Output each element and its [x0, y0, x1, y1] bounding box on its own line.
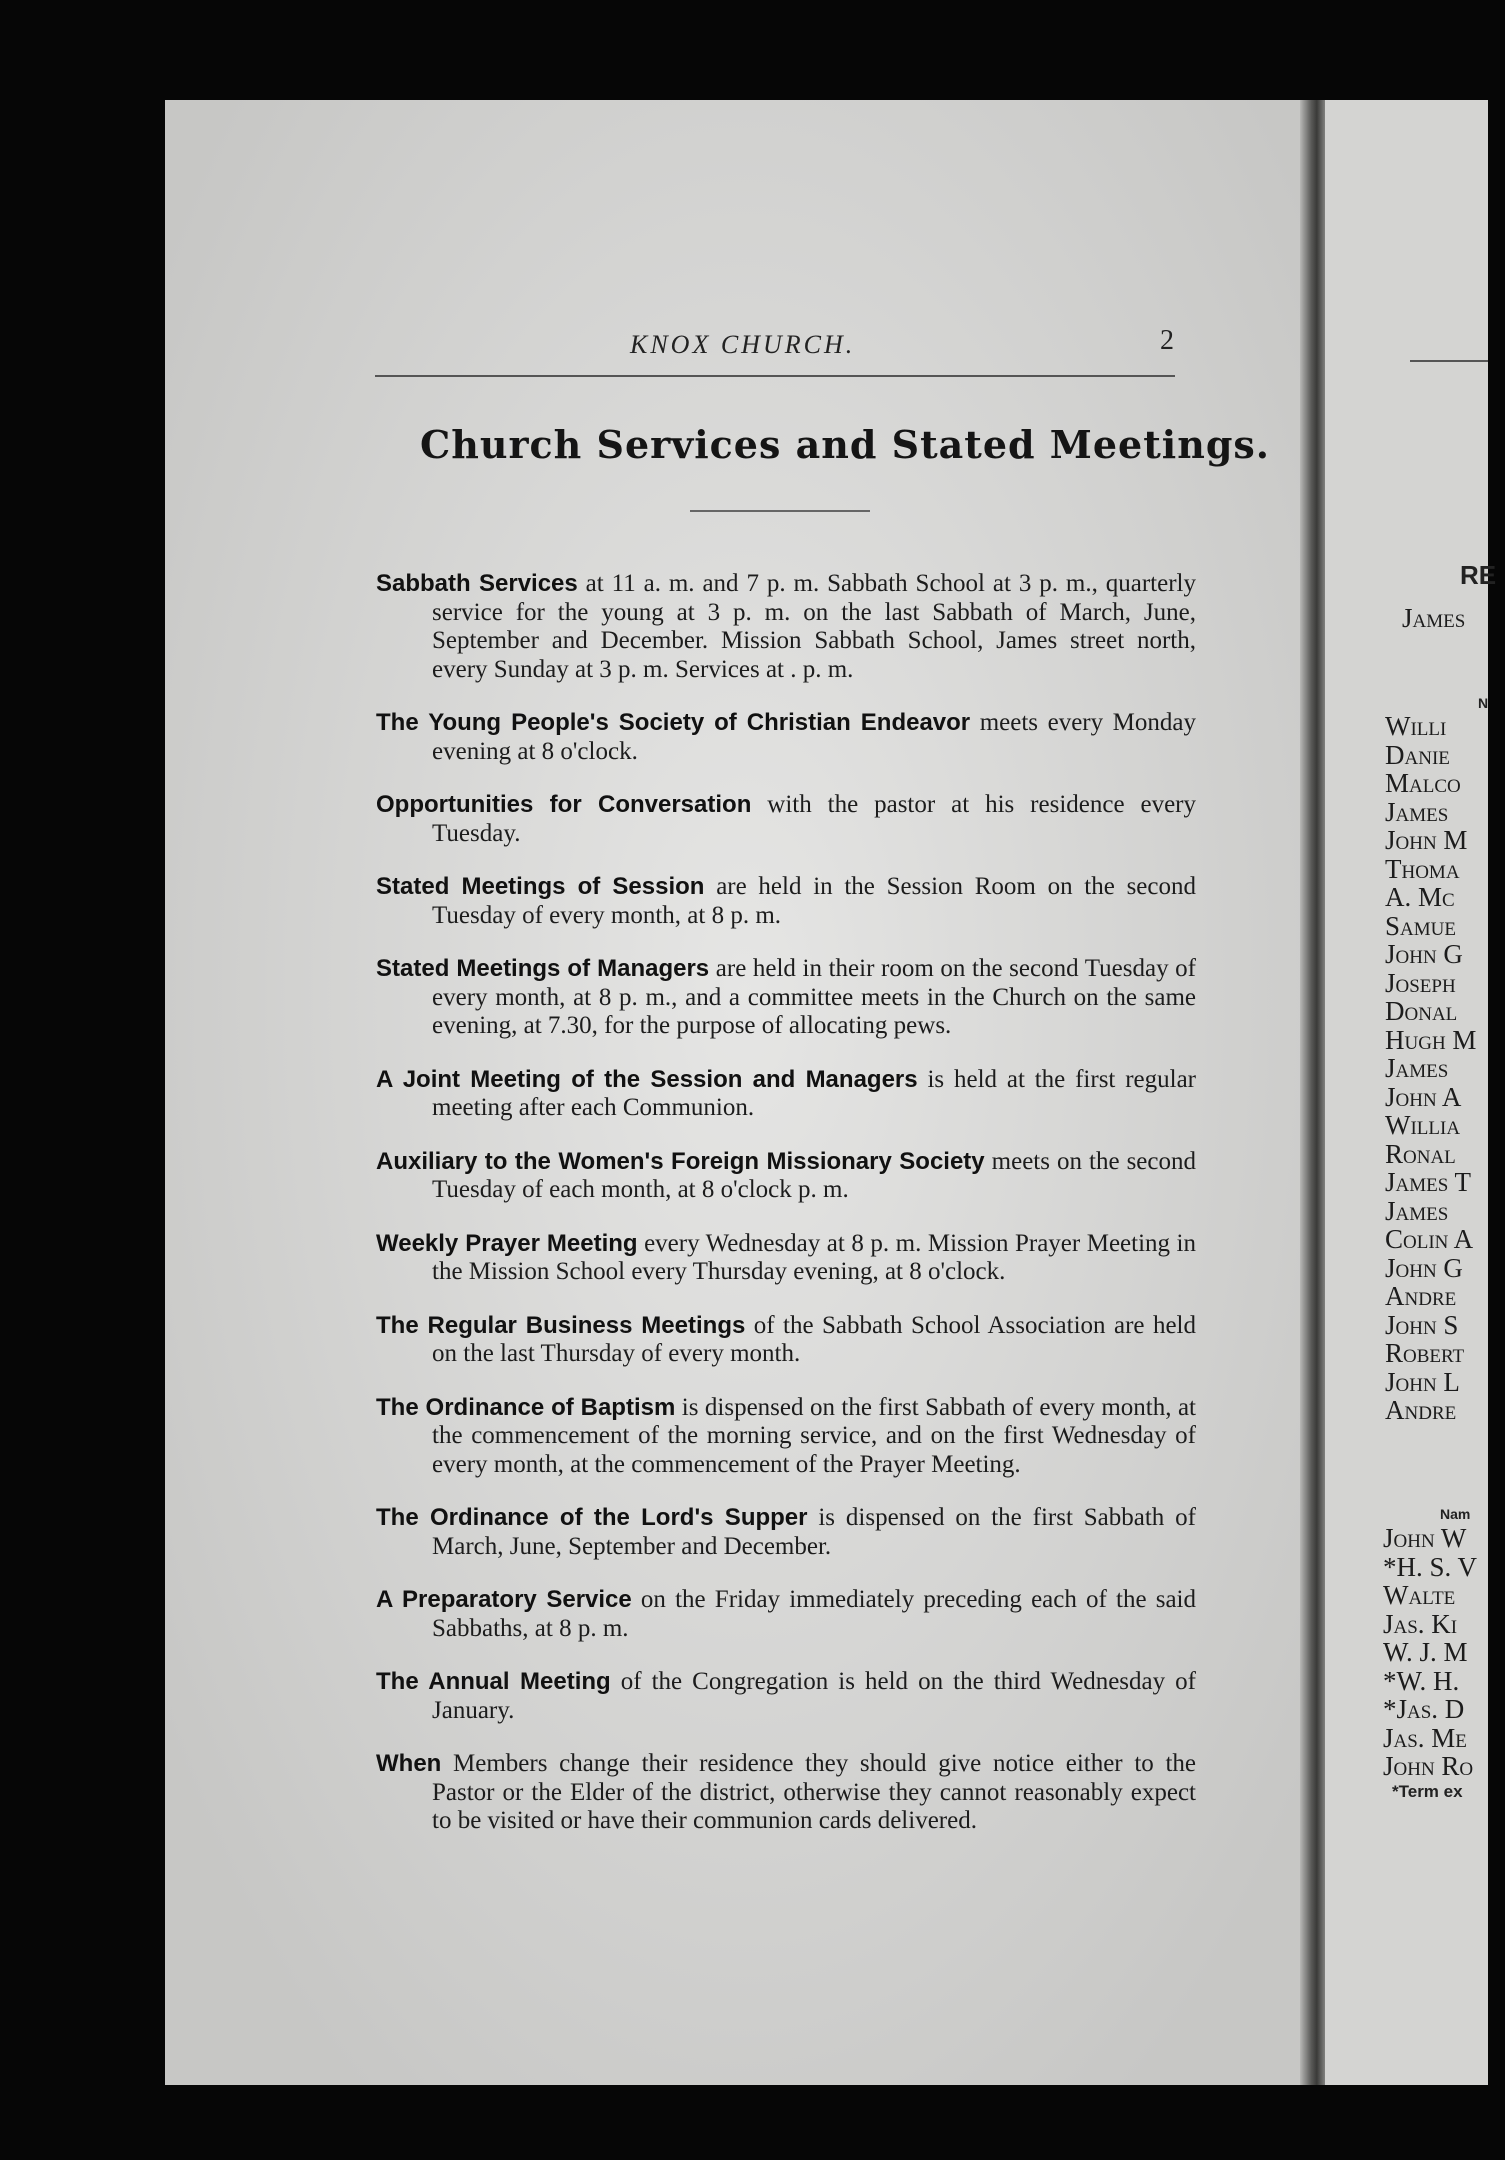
entry-text: Members change their residence they should give notice either to the Pastor or the Elder of the district, otherwise they cannot reasonably expect to be visited or have their communion cards delivered.	[432, 1750, 1196, 1834]
name-line: Robert	[1385, 1338, 1465, 1368]
entry-lead: The Ordinance of the Lord's Supper	[376, 1504, 808, 1531]
entry-lead: The Ordinance of Baptism	[376, 1393, 676, 1421]
entry-text: at 11 a. m. and 7 p. m. Sabbath School at 3 p. m., quarterly service for the young at 3 p. m. on the last Sabbath of March, June, September and December. Mission Sabbath School, James street north, every Sunday at 3 p. m. Services at . p. m.	[432, 570, 1196, 683]
page-number: 2	[1160, 325, 1174, 356]
entry	[376, 1066, 1196, 1123]
name-line: John A	[1385, 1081, 1462, 1112]
entry-lead: The Annual Meeting	[376, 1668, 611, 1695]
entry-text: are held in their room on the second Tuesday of every month, at 8 p. m., and a committee meets in the Church on the same evening, at 7.30, for the purpose of allocating pews.	[432, 955, 1197, 1039]
name-line: John G	[1385, 939, 1463, 969]
name-line: John Ro	[1383, 1751, 1474, 1781]
entry-lead: Weekly Prayer Meeting	[376, 1229, 638, 1257]
name-line: A. Mc	[1385, 882, 1455, 912]
page-title: Church Services and Stated Meetings.	[420, 422, 1271, 467]
entry-lead: Sabbath Services	[376, 570, 578, 597]
name-line: Jas. Me	[1383, 1722, 1467, 1753]
right-name-list	[1385, 712, 1505, 1425]
name-line: James	[1385, 1195, 1449, 1226]
name-line: Ronal	[1385, 1138, 1456, 1169]
entry	[376, 791, 1196, 848]
entry-text: meets on the second Tuesday of each month, at 8 o'clock p. m.	[432, 1147, 1196, 1203]
entry-lead: A Preparatory Service	[376, 1586, 632, 1613]
name-line: James	[1385, 1053, 1449, 1083]
entry-lead: Stated Meetings of Managers	[376, 955, 710, 982]
entry	[376, 570, 1196, 684]
right-section-label: Nam	[1440, 1506, 1471, 1522]
running-head: KNOX CHURCH.	[630, 330, 856, 359]
entry	[376, 1312, 1196, 1369]
book-gutter	[1300, 100, 1328, 2085]
entry-text: is dispensed on the first Sabbath of every month, at the commencement of the morning service, and on the first Wednesday of every month, at the commencement of the Prayer Meeting.	[432, 1393, 1196, 1478]
entries-list	[376, 545, 1196, 1851]
entry	[376, 1750, 1196, 1836]
entry-text: is held at the first regular meeting after each Communion.	[432, 1065, 1196, 1121]
name-line: Danie	[1385, 739, 1450, 770]
name-line: Andre	[1385, 1395, 1457, 1425]
entry-lead: Stated Meetings of Session	[376, 873, 705, 900]
name-line: James T	[1385, 1167, 1472, 1197]
name-line: Jas. Ki	[1383, 1608, 1458, 1639]
name-line: Walte	[1383, 1580, 1456, 1610]
entry-text: of the Sabbath School Association are held on the last Thursday of every month.	[432, 1311, 1196, 1367]
entry-lead: A Joint Meeting of the Session and Managers	[376, 1065, 918, 1093]
name-line: Colin A	[1385, 1224, 1474, 1254]
name-line: John M	[1385, 825, 1468, 855]
entry-text: meets every Monday evening at 8 o'clock.	[432, 709, 1197, 765]
entry-lead: When	[376, 1750, 442, 1777]
name-line: John G	[1385, 1252, 1463, 1283]
entry	[376, 709, 1196, 766]
name-line: Donal	[1385, 996, 1458, 1026]
entry-text: on the Friday immediately preceding each of the said Sabbaths, at 8 p. m.	[432, 1586, 1196, 1642]
header-rule	[375, 375, 1175, 377]
right-first-name: James	[1402, 603, 1466, 633]
title-rule	[690, 510, 870, 512]
name-line: John L	[1385, 1366, 1460, 1397]
name-line: *W. H.	[1383, 1665, 1460, 1696]
entry	[376, 873, 1196, 930]
entry-text: every Wednesday at 8 p. m. Mission Prayer Meeting in the Mission School every Thursday evening, at 8 o'clock.	[432, 1229, 1197, 1285]
name-line: James	[1385, 796, 1449, 827]
right-header-rule	[1410, 360, 1488, 362]
entry-text: with the pastor at his residence every Tuesday.	[432, 791, 1197, 847]
right-footnote: *Term ex	[1392, 1782, 1463, 1801]
name-line: Willia	[1385, 1110, 1461, 1140]
entry	[376, 1148, 1196, 1205]
name-line: Malco	[1385, 768, 1461, 798]
entry	[376, 1586, 1196, 1643]
right-name-list-2	[1383, 1524, 1503, 1781]
entry	[376, 1504, 1196, 1561]
name-line: *H. S. V	[1383, 1551, 1478, 1582]
entry	[376, 1668, 1196, 1725]
name-line: Joseph	[1385, 967, 1456, 998]
entry-lead: The Regular Business Meetings	[376, 1311, 746, 1339]
name-line: W. J. M	[1383, 1637, 1468, 1667]
name-line: Hugh M	[1385, 1024, 1477, 1055]
entry-text: are held in the Session Room on the second Tuesday of every month, at 8 p. m.	[432, 873, 1196, 929]
entry-lead: The Young People's Society of Christian Endeavor	[376, 709, 971, 736]
right-heading-fragment: RE	[1460, 560, 1497, 590]
name-line: Willi	[1385, 711, 1447, 741]
entry-lead: Opportunities for Conversation	[376, 791, 752, 818]
name-line: Thoma	[1385, 853, 1460, 884]
entry	[376, 1394, 1196, 1480]
entry-text: is dispensed on the first Sabbath of March, June, September and December.	[432, 1504, 1196, 1560]
entry	[376, 955, 1196, 1041]
name-line: John W	[1383, 1523, 1467, 1553]
name-line: Andre	[1385, 1281, 1457, 1311]
name-line: *Jas. D	[1383, 1694, 1465, 1724]
name-line: John S	[1385, 1309, 1459, 1340]
entry-lead: Auxiliary to the Women's Foreign Missionary Society	[376, 1147, 985, 1175]
right-small-label: N	[1478, 695, 1489, 711]
entry-text: of the Congregation is held on the third Wednesday of January.	[432, 1668, 1196, 1724]
entry	[376, 1230, 1196, 1287]
name-line: Samue	[1385, 910, 1456, 941]
